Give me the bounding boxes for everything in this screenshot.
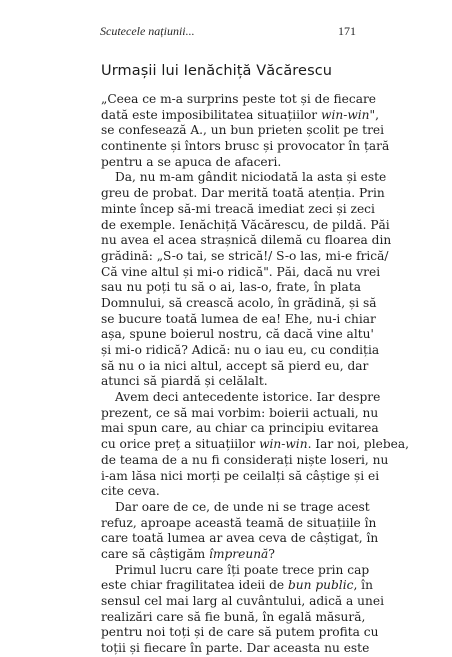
text-line: Domnului, să crească acolo, în grădină, și să: [101, 295, 377, 310]
running-title: Scutecele națiunii...: [100, 24, 195, 38]
text-line: Dar oare de ce, de unde ni se trage acest: [115, 499, 370, 514]
text-line: este chiar fragilitatea ideii de bun public, în: [101, 578, 373, 593]
text-line: refuz, aproape această teamă de situațiile în: [101, 515, 377, 530]
text-line: cu orice preț a situațiilor win-win. Iar noi, plebea,: [101, 437, 409, 452]
text-line: prezent, ce să mai vorbim: boierii actuali, nu: [101, 405, 379, 420]
text-line: Da, nu m-am gândit niciodată la asta și este: [115, 170, 387, 185]
text-line: Primul lucru care îți poate trece prin cap: [115, 562, 370, 577]
section-title: Urmașii lui Ienăchiță Văcărescu: [101, 63, 333, 79]
text-line: se bucure toată lumea de ea! Ehe, nu-i chiar: [101, 311, 376, 326]
text-line: care să câștigăm împreună?: [101, 546, 275, 561]
text-line: pentru noi toți și de care să putem profita cu: [101, 625, 379, 640]
text-line: pentru a se apuca de afaceri.: [101, 154, 282, 169]
text-line: mai spun care, au chiar ca principiu evitarea: [101, 421, 379, 436]
text-line: „Ceea ce m-a surprins peste tot și de fiecare: [101, 92, 377, 106]
text-line: sau nu poți tu să o ai, las-o, frate, în plata: [101, 280, 361, 295]
text-line: Avem deci antecedente istorice. Iar despre: [115, 390, 381, 405]
text-line: realizări care să fie bună, în egală măsură,: [101, 609, 366, 624]
text-line: minte încep să-mi treacă imediat zeci și zeci: [101, 201, 375, 216]
page-number: 171: [338, 24, 356, 38]
text-line: care toată lumea ar avea ceva de câștigat, în: [101, 531, 379, 546]
text-line: toții și fiecare în parte. Dar aceasta nu este: [101, 641, 370, 656]
body-text: [101, 92, 409, 657]
text-line: i-am lăsa nici morți pe ceilalți să câștige și ei: [101, 468, 380, 483]
text-line: de teama de a nu fi considerați niște loseri, nu: [101, 452, 389, 467]
text-line: atunci să piardă și celălalt.: [101, 374, 268, 389]
text-line: sensul cel mai larg al cuvântului, adică a unei: [101, 594, 384, 608]
text-line: de exemple. Ienăchiță Văcărescu, de pildă. Păi: [101, 217, 390, 232]
text-line: dată este imposibilitatea situațiilor win-win",: [101, 107, 379, 122]
text-line: grădină: „S-o tai, se strică!/ S-o las, mi-e frică/: [101, 248, 389, 263]
text-line: cite ceva.: [101, 484, 160, 499]
text-line: nu avea el acea strașnică dilemă cu floarea din: [101, 233, 392, 248]
text-line: se confesează A., un bun prieten școlit pe trei: [101, 123, 385, 138]
text-line: continente și întors brusc și provocator în țară: [101, 139, 390, 154]
text-line: și mi-o ridică? Adică: nu o iau eu, cu condiția: [101, 343, 380, 357]
text-line: Că vine altul și mi-o ridică". Păi, dacă nu vrei: [101, 264, 381, 279]
text-line: greu de probat. Dar merită toată atenția. Prin: [101, 186, 385, 201]
text-line: așa, spune boierul nostru, că dacă vine altu': [101, 327, 374, 342]
text-line: să nu o ia nici altul, accept să pierd eu, dar: [101, 358, 369, 373]
